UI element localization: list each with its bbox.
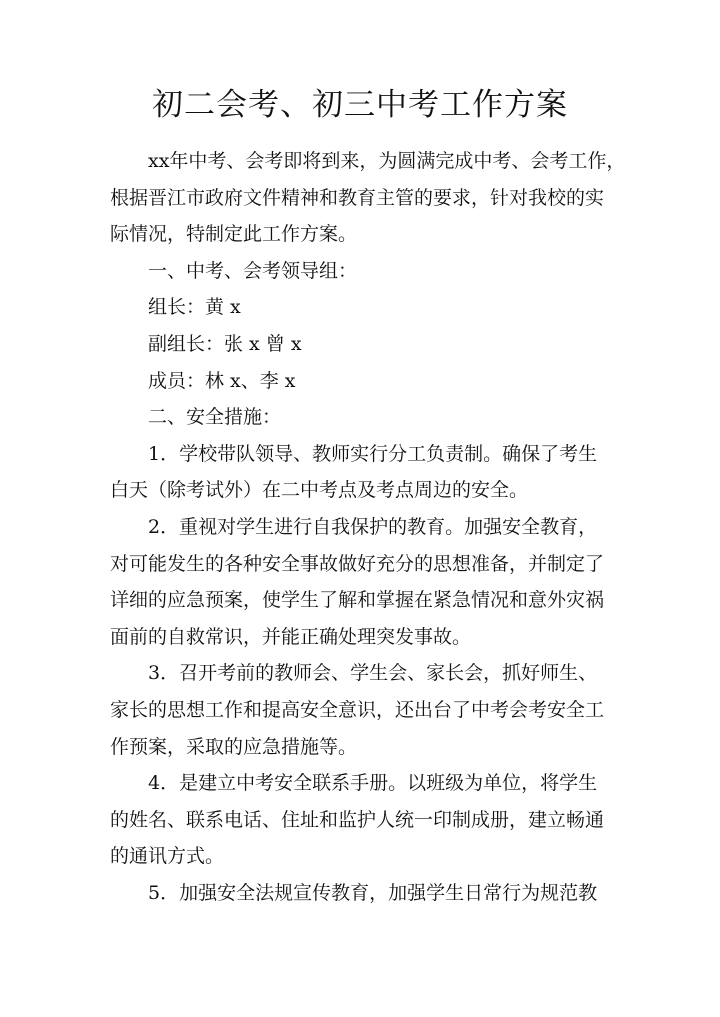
paragraph-line: 成员：林 x、李 x (148, 369, 296, 392)
deputy-leader-line (110, 326, 620, 363)
paragraph-line: 1．学校带队领导、教师实行分工负责制。确保了考生 (148, 442, 598, 465)
members-line (110, 363, 620, 400)
document-title: 初二会考、初三中考工作方案 (152, 87, 568, 123)
safety-item-4 (110, 765, 620, 875)
paragraph-line: 对可能发生的各种安全事故做好充分的思想准备，并制定了 (110, 552, 605, 575)
paragraph-line: 组长：黄 x (148, 296, 241, 319)
paragraph-line: 面前的自救常识，并能正确处理突发事故。 (110, 625, 472, 648)
paragraph-line: 副组长：张 x 曾 x (148, 332, 302, 355)
paragraph-line: 一、中考、会考领导组： (148, 259, 358, 282)
safety-item-1 (110, 436, 620, 509)
safety-item-5 (110, 875, 620, 912)
safety-item-2 (110, 509, 620, 655)
paragraph-line: 5．加强安全法规宣传教育，加强学生日常行为规范教 (148, 881, 598, 904)
paragraph-line: 2．重视对学生进行自我保护的教育。加强安全教育， (148, 515, 598, 538)
paragraph-line: xx年中考、会考即将到来，为圆满完成中考、会考工作， (148, 150, 626, 172)
paragraph-line: 家长的思想工作和提高安全意识，还出台了中考会考安全工 (110, 698, 605, 721)
section-heading-safety (110, 399, 620, 436)
paragraph-line: 白天（除考试外）在二中考点及考点周边的安全。 (110, 479, 529, 502)
safety-item-3 (110, 655, 620, 765)
paragraph-line: 二、安全措施： (148, 406, 282, 429)
paragraph-line: 详细的应急预案，使学生了解和掌握在紧急情况和意外灾祸 (110, 589, 605, 612)
paragraph-intro (110, 143, 626, 253)
paragraph-line: 的通讯方式。 (110, 845, 225, 868)
section-heading-leadership (110, 253, 620, 290)
paragraph-line: 4．是建立中考安全联系手册。以班级为单位，将学生 (148, 772, 598, 795)
paragraph-line: 3．召开考前的教师会、学生会、家长会，抓好师生、 (148, 662, 598, 685)
document-body (110, 143, 626, 911)
paragraph-line: 际情况，特制定此工作方案。 (110, 223, 358, 246)
paragraph-line: 根据晋江市政府文件精神和教育主管的要求，针对我校的实 (110, 186, 605, 209)
leader-line (110, 289, 620, 326)
paragraph-line: 的姓名、联系电话、住址和监护人统一印制成册，建立畅通 (110, 808, 605, 831)
paragraph-line: 作预案，采取的应急措施等。 (110, 735, 358, 758)
